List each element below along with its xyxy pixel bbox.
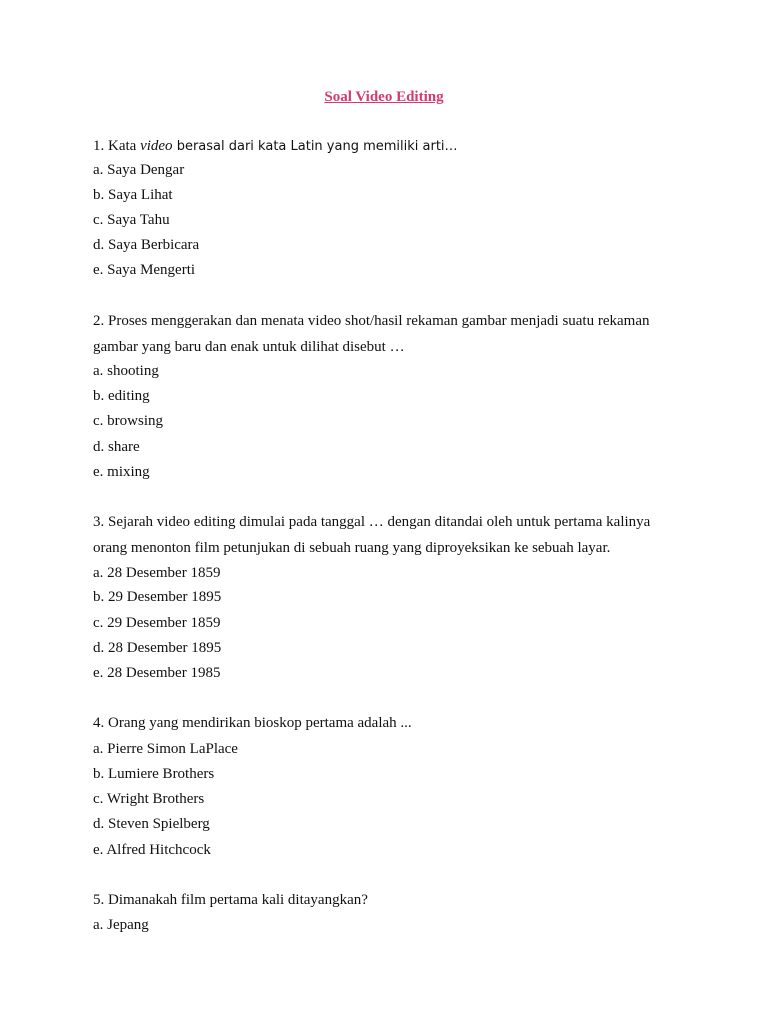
question-1-prefix: 1. Kata [93, 138, 141, 154]
question-1-option-d: d. Saya Berbicara [93, 237, 200, 253]
question-2-option-a: a. shooting [93, 363, 159, 379]
question-1-suffix: berasal dari kata Latin yang memiliki arti… [172, 139, 458, 154]
question-4-option-c: c. Wright Brothers [93, 791, 205, 807]
question-1-text [93, 136, 458, 157]
question-1-option-a: a. Saya Dengar [93, 162, 185, 178]
document-title: Soal Video Editing [324, 89, 444, 105]
question-4-option-e: e. Alfred Hitchcock [93, 842, 211, 858]
question-3-option-e: e. 28 Desember 1985 [93, 665, 221, 681]
question-1-option-c: c. Saya Tahu [93, 212, 170, 228]
question-3-option-b: b. 29 Desember 1895 [93, 589, 222, 605]
question-3-option-d: d. 28 Desember 1895 [93, 640, 222, 656]
question-2-text-line-1: 2. Proses menggerakan dan menata video shot/hasil rekaman gambar menjadi suatu rekaman [93, 313, 650, 329]
question-4-text: 4. Orang yang mendirikan bioskop pertama adalah ... [93, 715, 412, 731]
question-3-option-c: c. 29 Desember 1859 [93, 615, 221, 631]
question-4-option-d: d. Steven Spielberg [93, 816, 210, 832]
question-2-option-c: c. browsing [93, 413, 163, 429]
question-3-text-line-2: orang menonton film petunjukan di sebuah ruang yang diproyeksikan ke sebuah layar. [93, 540, 611, 556]
question-2-option-b: b. editing [93, 388, 150, 404]
question-5-text: 5. Dimanakah film pertama kali ditayangkan? [93, 892, 368, 908]
question-2-text-line-2: gambar yang baru dan enak untuk dilihat disebut … [93, 339, 405, 355]
question-1-option-e: e. Saya Mengerti [93, 262, 196, 278]
question-1-italic-word: video [140, 138, 173, 154]
question-4-option-b: b. Lumiere Brothers [93, 766, 215, 782]
question-2-option-e: e. mixing [93, 464, 150, 480]
question-5-option-a: a. Jepang [93, 917, 149, 933]
question-4-option-a: a. Pierre Simon LaPlace [93, 741, 238, 757]
question-3-text-line-1: 3. Sejarah video editing dimulai pada tanggal … dengan ditandai oleh untuk pertama kalinya [93, 514, 651, 530]
question-3-option-a: a. 28 Desember 1859 [93, 565, 221, 581]
question-1-option-b: b. Saya Lihat [93, 187, 173, 203]
question-2-option-d: d. share [93, 439, 140, 455]
